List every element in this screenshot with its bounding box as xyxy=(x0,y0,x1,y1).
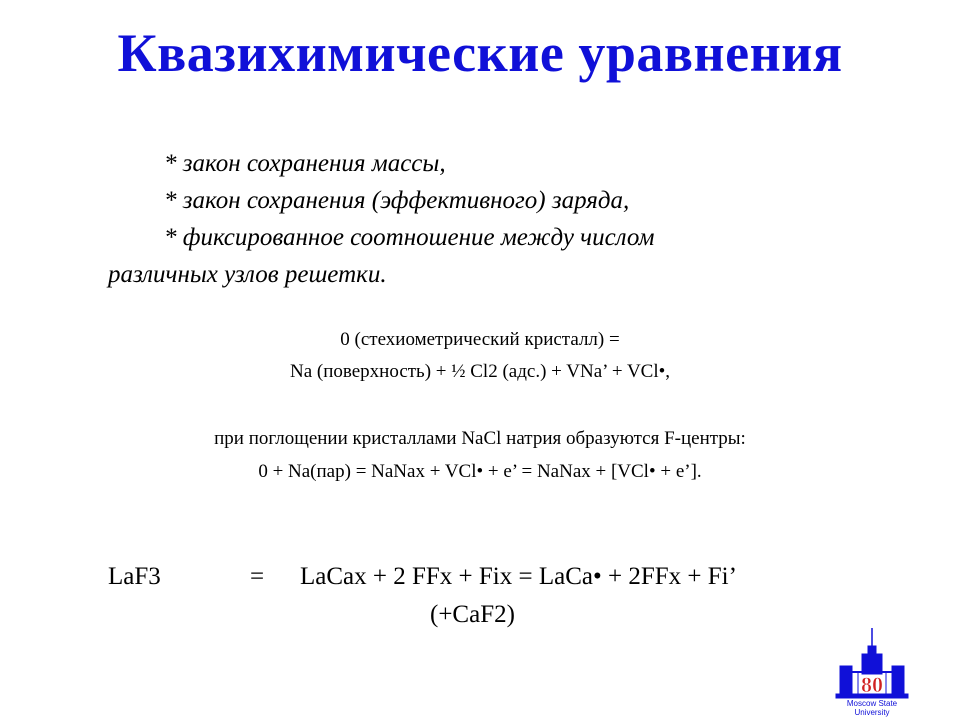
logo-number: 80 xyxy=(861,672,883,697)
rule-site-ratio: * фиксированное соотношение между числом xyxy=(164,224,655,251)
rule-site-ratio-continued: различных узлов решетки. xyxy=(108,261,387,288)
laf3-rhs: LaCax + 2 FFx + Fix = LaCa• + 2FFx + Fi’ xyxy=(300,563,737,590)
msu-logo xyxy=(828,626,928,718)
laf3-dopant: (+CaF2) xyxy=(430,601,515,628)
equation-line-4: 0 + Na(пар) = NaNax + VCl• + e’ = NaNax + [VCl• + e’]. xyxy=(258,461,702,482)
rule-charge-conservation: * закон сохранения (эффективного) заряда, xyxy=(164,187,630,214)
logo-line-2: University xyxy=(854,708,890,717)
rule-mass-conservation: * закон сохранения массы, xyxy=(164,150,446,177)
laf3-equals: = xyxy=(250,563,265,590)
page-title: Квазихимические уравнения xyxy=(117,23,843,83)
rules-list xyxy=(108,145,868,293)
equation-line-1: 0 (стехиометрический кристалл) = xyxy=(340,329,620,350)
equation-line-2: Na (поверхность) + ½ Cl2 (адс.) + VNa’ + VCl•, xyxy=(289,361,671,382)
equation-line-3: при поглощении кристаллами NaCl натрия образуются F-центры: xyxy=(214,428,746,449)
laf3-lhs: LaF3 xyxy=(108,563,161,590)
logo-line-1: Moscow State xyxy=(846,699,898,708)
